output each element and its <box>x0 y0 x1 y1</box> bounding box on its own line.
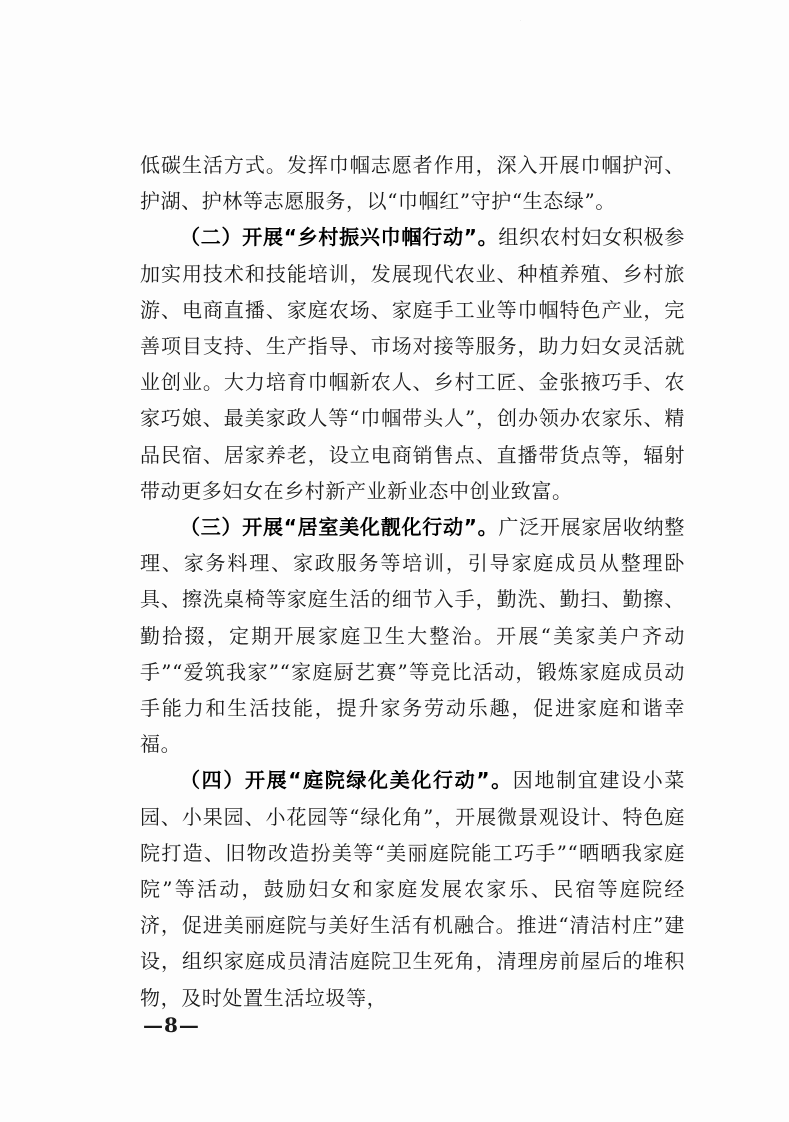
paragraph-section-2 <box>140 219 685 509</box>
section-2-heading: （二）开展“乡村振兴巾帼行动”。 <box>180 225 499 250</box>
section-4-text: 因地制宜建设小菜园、小果园、小花园等“绿化角”，开展微景观设计、特色庭院打造、旧物改造扮美等“美丽庭院能工巧手”“晒晒我家庭院”等活动，鼓励妇女和家庭发展农家乐、民宿等庭院经济，促进美丽庭院与美好生活有机融合。推进“清洁村庄”建设，组织家庭成员清洁庭院卫生死角，清理房前屋后的堆积物，及时处置生活垃圾等， <box>140 768 685 1010</box>
document-body <box>140 147 685 1016</box>
section-3-heading: （三）开展“居室美化靓化行动”。 <box>180 515 499 540</box>
paragraph-section-3 <box>140 509 685 762</box>
paragraph-section-4 <box>140 762 685 1015</box>
scan-mark <box>520 20 521 21</box>
section-3-text: 广泛开展家居收纳整理、家务料理、家政服务等培训，引导家庭成员从整理卧具、擦洗桌椅等家庭生活的细节入手，勤洗、勤扫、勤擦、勤拾掇，定期开展家庭卫生大整治。开展“美家美户齐动手”“爱筑我家”“家庭厨艺赛”等竞比活动，锻炼家庭成员动手能力和生活技能，提升家务劳动乐趣，促进家庭和谐幸福。 <box>140 515 685 757</box>
section-2-text: 组织农村妇女积极参加实用技术和技能培训，发展现代农业、种植养殖、乡村旅游、电商直播、家庭农场、家庭手工业等巾帼特色产业，完善项目支持、生产指导、市场对接等服务，助力妇女灵活就业创业。大力培育巾帼新农人、乡村工匠、金张掖巧手、农家巧娘、最美家政人等“巾帼带头人”，创办领办农家乐、精品民宿、居家养老，设立电商销售点、直播带货点等，辐射带动更多妇女在乡村新产业新业态中创业致富。 <box>140 225 685 503</box>
paragraph-intro <box>140 147 685 219</box>
page-number: —8— <box>143 1013 200 1037</box>
section-4-heading: （四）开展“庭院绿化美化行动”。 <box>180 768 513 793</box>
paragraph-intro-text: 低碳生活方式。发挥巾帼志愿者作用，深入开展巾帼护河、护湖、护林等志愿服务，以“巾帼红”守护“生态绿”。 <box>140 153 685 214</box>
